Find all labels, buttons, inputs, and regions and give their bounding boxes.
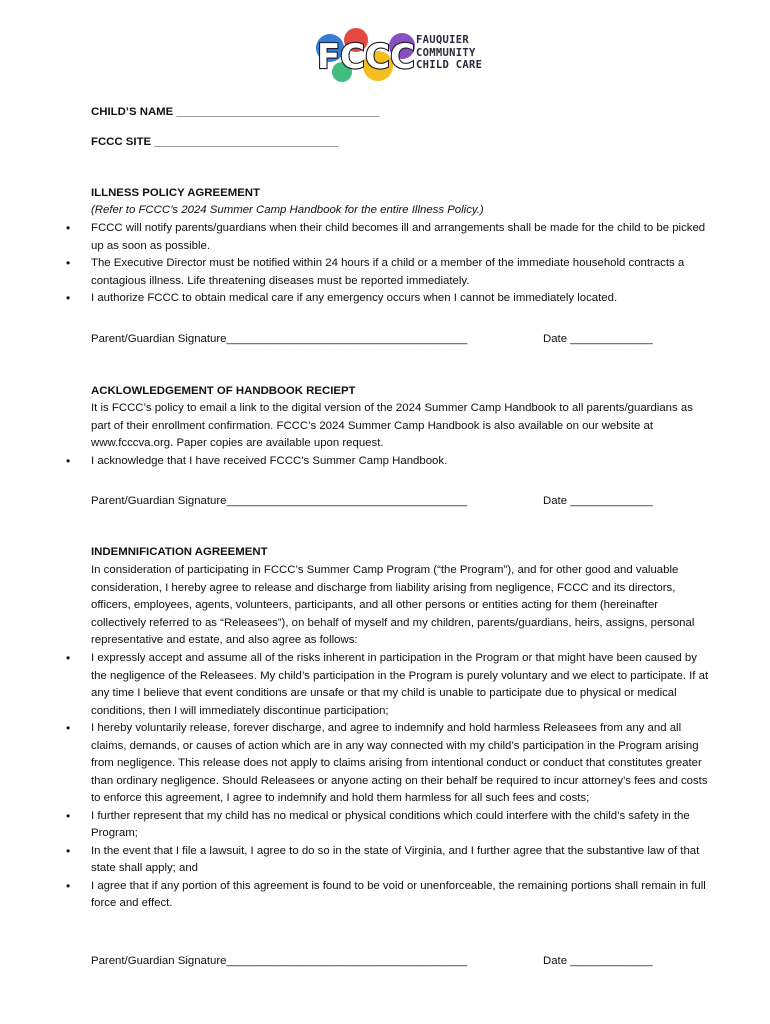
date-line[interactable]: Date _____________ [543, 333, 653, 345]
handbook-heading: ACKLOWLEDGEMENT OF HANDBOOK RECIEPT [91, 385, 356, 397]
logo-letters: FCCC [316, 37, 416, 77]
fccc-site-field[interactable]: FCCC SITE _____________________________ [91, 136, 338, 148]
indemnification-list [91, 650, 709, 913]
logo-line-3: CHILD CARE [416, 59, 483, 71]
list-item: • I expressly accept and assume all of the risks inherent in participation in the Program or that might have been caused by the negligence of the Releasees. My child’s participation in the Program is purely voluntary and we elect to participate. If at any time I believe that event conditions are unsafe or that my child is unable to participate due to physical or medical conditions, then I will immediately discontinue participation; [91, 650, 709, 720]
handbook-body: It is FCCC’s policy to email a link to the digital version of the 2024 Summer Camp Handbook to all parents/guardians as part of their enrollment confirmation. FCCC’s 2024 Summer Camp Handbook is also available on our website at www.fcccva.org. Paper copies are available upon request. [91, 402, 693, 449]
parent-signature-line[interactable]: Parent/Guardian Signature______________________________________ [91, 955, 468, 967]
illness-policy-heading: ILLNESS POLICY AGREEMENT [91, 187, 260, 199]
logo-line-1: FAUQUIER [416, 34, 469, 46]
list-item: • The Executive Director must be notified within 24 hours if a child or a member of the immediate household contracts a contagious illness. Life threatening diseases must be reported immediately. [91, 255, 709, 290]
childs-name-field[interactable]: CHILD’S NAME ________________________________ [91, 106, 380, 118]
list-item: • I acknowledge that I have received FCCC’s Summer Camp Handbook. [91, 453, 709, 471]
signature-row-illness [91, 331, 711, 349]
list-item: • I hereby voluntarily release, forever discharge, and agree to indemnify and hold harmless Releasees from any and all claims, demands, or causes of action which are in any way connected with my child’s participation in the Program arising from negligence. This release does not apply to claims arising from intentional conduct or conduct that constitutes greater than ordinary negligence. Should Releasees or anyone acting on their behalf be required to incur attorney’s fees and costs to enforce this agreement, I agree to indemnify and hold them harmless for all such fees and costs; [91, 720, 709, 808]
parent-signature-line[interactable]: Parent/Guardian Signature______________________________________ [91, 495, 468, 507]
indemnification-body: In consideration of participating in FCCC’s Summer Camp Program (“the Program”), and for other good and valuable consideration, I hereby agree to release and discharge from liability arising from negligence, FCCC and its directors, officers, employees, agents, volunteers, participants, and all other persons or entities acting for them (hereinafter collectively referred to as “Releasees”), on behalf of myself and my children, parents/guardians, heirs, assigns, personal representative and estate, and also agree as follows: [91, 564, 695, 646]
date-line[interactable]: Date _____________ [543, 955, 653, 967]
signature-row-handbook [91, 493, 711, 511]
logo-wordmark [416, 34, 482, 72]
fccc-logo-mark [316, 26, 416, 84]
fccc-logo [316, 26, 496, 84]
parent-signature-line[interactable]: Parent/Guardian Signature______________________________________ [91, 333, 468, 345]
handbook-list [91, 453, 709, 471]
illness-policy-list [91, 220, 709, 308]
list-item: • I authorize FCCC to obtain medical care if any emergency occurs when I cannot be immediately located. [91, 290, 709, 308]
list-item: • I further represent that my child has no medical or physical conditions which could interfere with the child’s safety in the Program; [91, 808, 709, 843]
illness-policy-note: (Refer to FCCC’s 2024 Summer Camp Handbook for the entire Illness Policy.) [91, 204, 484, 216]
list-item: • In the event that I file a lawsuit, I agree to do so in the state of Virginia, and I further agree that the substantive law of that state shall apply; and [91, 843, 709, 878]
signature-row-indemnification [91, 953, 711, 971]
list-item: • I agree that if any portion of this agreement is found to be void or unenforceable, the remaining portions shall remain in full force and effect. [91, 878, 709, 913]
date-line[interactable]: Date _____________ [543, 495, 653, 507]
logo-line-2: COMMUNITY [416, 46, 476, 59]
indemnification-heading: INDEMNIFICATION AGREEMENT [91, 546, 268, 558]
list-item: • FCCC will notify parents/guardians when their child becomes ill and arrangements shall be made for the child to be picked up as soon as possible. [91, 220, 709, 255]
